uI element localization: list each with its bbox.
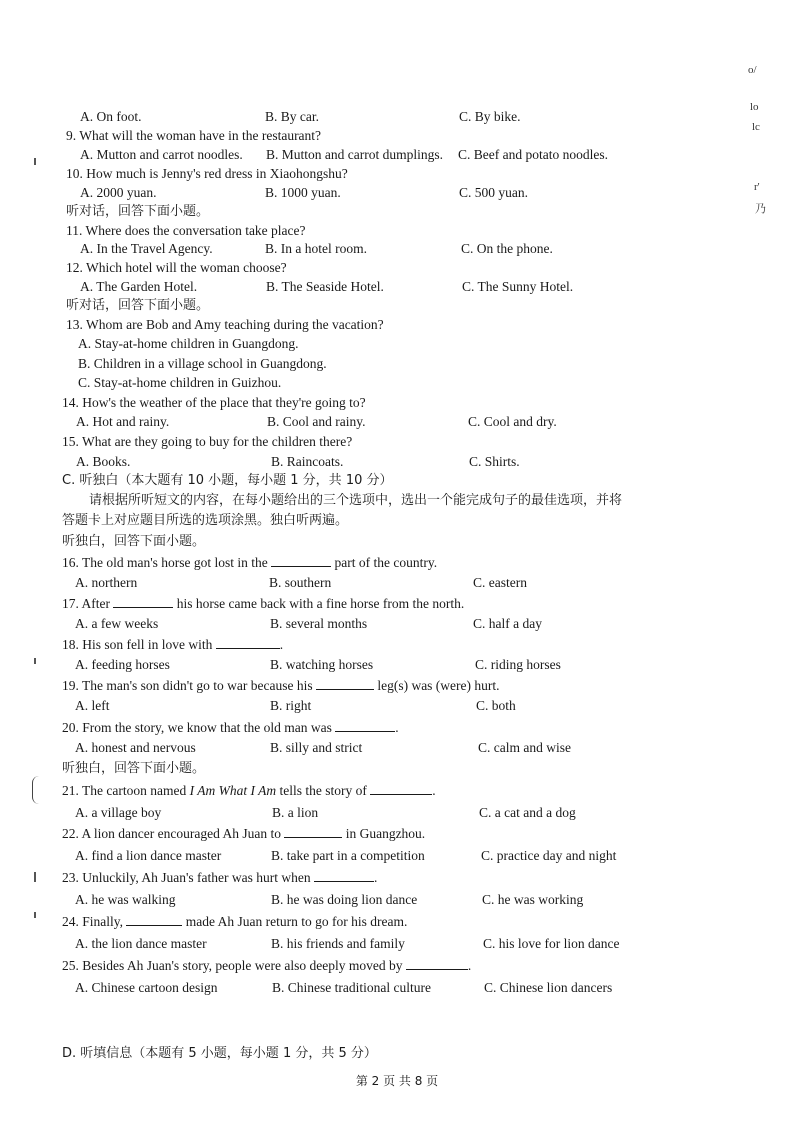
margin-mark: lo xyxy=(750,101,759,113)
answer-blank xyxy=(314,869,374,882)
question-16: 16. The old man's horse got lost in the part of the country. xyxy=(62,555,438,570)
answer-blank xyxy=(316,677,374,690)
option-b: B. several months xyxy=(270,616,368,631)
question-13: 13. Whom are Bob and Amy teaching during the vacation? xyxy=(66,317,384,332)
question-24: 24. Finally, made Ah Juan return to go for his dream. xyxy=(62,914,408,929)
option-a: A. left xyxy=(75,698,110,713)
option-a: A. Hot and rainy. xyxy=(76,414,170,429)
section-d-title: D. 听填信息（本题有 5 小题，每小题 1 分，共 5 分） xyxy=(62,1046,377,1061)
option-c: C. his love for lion dance xyxy=(483,936,620,951)
answer-blank xyxy=(406,957,468,970)
option-b: B. Raincoats. xyxy=(271,454,344,469)
section-c-instruction: 请根据所听短文的内容，在每小题给出的三个选项中，选出一个能完成句子的最佳选项，并将 xyxy=(89,493,623,508)
margin-tick xyxy=(34,872,36,882)
section-instruction: 听独白，回答下面小题。 xyxy=(62,534,206,549)
question-17: 17. After his horse came back with a fine horse from the north. xyxy=(62,596,465,611)
option-b: B. Chinese traditional culture xyxy=(272,980,431,995)
option-c: C. The Sunny Hotel. xyxy=(462,279,574,294)
option-a: A. a few weeks xyxy=(75,616,159,631)
question-10: 10. How much is Jenny's red dress in Xiaohongshu? xyxy=(66,166,348,181)
option-a: A. On foot. xyxy=(80,109,142,124)
section-c-title: C. 听独白（本大题有 10 小题，每小题 1 分，共 10 分） xyxy=(62,473,393,488)
option-a: A. feeding horses xyxy=(75,657,170,672)
option-b: B. In a hotel room. xyxy=(265,241,367,256)
option-a: A. honest and nervous xyxy=(75,740,196,755)
question-20: 20. From the story, we know that the old man was . xyxy=(62,720,399,735)
q13-option-a: A. Stay-at-home children in Guangdong. xyxy=(78,336,299,351)
option-a: A. find a lion dance master xyxy=(75,848,222,863)
answer-blank xyxy=(284,825,342,838)
option-c: C. both xyxy=(476,698,516,713)
option-c: C. he was working xyxy=(482,892,584,907)
option-b: B. right xyxy=(270,698,312,713)
option-a: A. The Garden Hotel. xyxy=(80,279,198,294)
question-19: 19. The man's son didn't go to war because his leg(s) was (were) hurt. xyxy=(62,678,500,693)
answer-blank xyxy=(271,554,331,567)
margin-bracket xyxy=(32,776,39,804)
q13-option-b: B. Children in a village school in Guangdong. xyxy=(78,356,327,371)
option-a: A. a village boy xyxy=(75,805,162,820)
option-b: B. take part in a competition xyxy=(271,848,425,863)
question-22: 22. A lion dancer encouraged Ah Juan to in Guangzhou. xyxy=(62,826,426,841)
option-b: B. Mutton and carrot dumplings. xyxy=(266,147,443,162)
option-a: A. In the Travel Agency. xyxy=(80,241,213,256)
option-c: C. Chinese lion dancers xyxy=(484,980,613,995)
question-12: 12. Which hotel will the woman choose? xyxy=(66,260,287,275)
section-instruction: 听对话，回答下面小题。 xyxy=(66,204,210,219)
answer-blank xyxy=(370,782,432,795)
option-c: C. calm and wise xyxy=(478,740,571,755)
option-b: B. a lion xyxy=(272,805,319,820)
option-b: B. The Seaside Hotel. xyxy=(266,279,384,294)
page-number: 第 2 页 共 8 页 xyxy=(355,1074,439,1088)
margin-mark: lc xyxy=(752,121,760,133)
option-a: A. the lion dance master xyxy=(75,936,207,951)
option-c: C. a cat and a dog xyxy=(479,805,576,820)
section-instruction: 听对话，回答下面小题。 xyxy=(66,298,210,313)
question-11: 11. Where does the conversation take place? xyxy=(66,223,306,238)
question-15: 15. What are they going to buy for the children there? xyxy=(62,434,353,449)
option-c: C. practice day and night xyxy=(481,848,617,863)
question-9: 9. What will the woman have in the restaurant? xyxy=(66,128,322,143)
q13-option-c: C. Stay-at-home children in Guizhou. xyxy=(78,375,282,390)
question-23: 23. Unluckily, Ah Juan's father was hurt when . xyxy=(62,870,378,885)
margin-mark: r' xyxy=(754,181,760,193)
option-b: B. watching horses xyxy=(270,657,374,672)
answer-blank xyxy=(335,719,395,732)
option-a: A. Books. xyxy=(76,454,131,469)
margin-mark: o/ xyxy=(748,64,757,76)
option-a: A. 2000 yuan. xyxy=(80,185,157,200)
answer-blank xyxy=(113,595,173,608)
option-b: B. his friends and family xyxy=(271,936,405,951)
option-b: B. By car. xyxy=(265,109,319,124)
option-b: B. 1000 yuan. xyxy=(265,185,341,200)
option-c: C. 500 yuan. xyxy=(459,185,528,200)
option-a: A. northern xyxy=(75,575,138,590)
section-c-instruction-cont: 答题卡上对应题目所选的选项涂黑。独白听两遍。 xyxy=(62,513,349,528)
option-a: A. Mutton and carrot noodles. xyxy=(80,147,243,162)
question-25: 25. Besides Ah Juan's story, people were also deeply moved by . xyxy=(62,958,472,973)
option-b: B. southern xyxy=(269,575,332,590)
question-21: 21. The cartoon named I Am What I Am tells the story of . xyxy=(62,783,436,798)
margin-tick xyxy=(34,912,36,918)
question-18: 18. His son fell in love with . xyxy=(62,637,284,652)
option-c: C. By bike. xyxy=(459,109,521,124)
margin-tick xyxy=(34,158,36,165)
answer-blank xyxy=(216,636,280,649)
option-c: C. eastern xyxy=(473,575,527,590)
section-instruction: 听独白，回答下面小题。 xyxy=(62,761,206,776)
option-b: B. he was doing lion dance xyxy=(271,892,418,907)
option-a: A. Chinese cartoon design xyxy=(75,980,218,995)
option-b: B. silly and strict xyxy=(270,740,363,755)
answer-blank xyxy=(126,913,182,926)
margin-mark: 乃 xyxy=(755,203,766,215)
margin-tick xyxy=(34,658,36,664)
option-c: C. Beef and potato noodles. xyxy=(458,147,608,162)
question-14: 14. How's the weather of the place that they're going to? xyxy=(62,395,366,410)
option-b: B. Cool and rainy. xyxy=(267,414,366,429)
option-c: C. half a day xyxy=(473,616,542,631)
option-c: C. Shirts. xyxy=(469,454,520,469)
option-c: C. Cool and dry. xyxy=(468,414,557,429)
option-c: C. riding horses xyxy=(475,657,561,672)
option-c: C. On the phone. xyxy=(461,241,553,256)
option-a: A. he was walking xyxy=(75,892,176,907)
